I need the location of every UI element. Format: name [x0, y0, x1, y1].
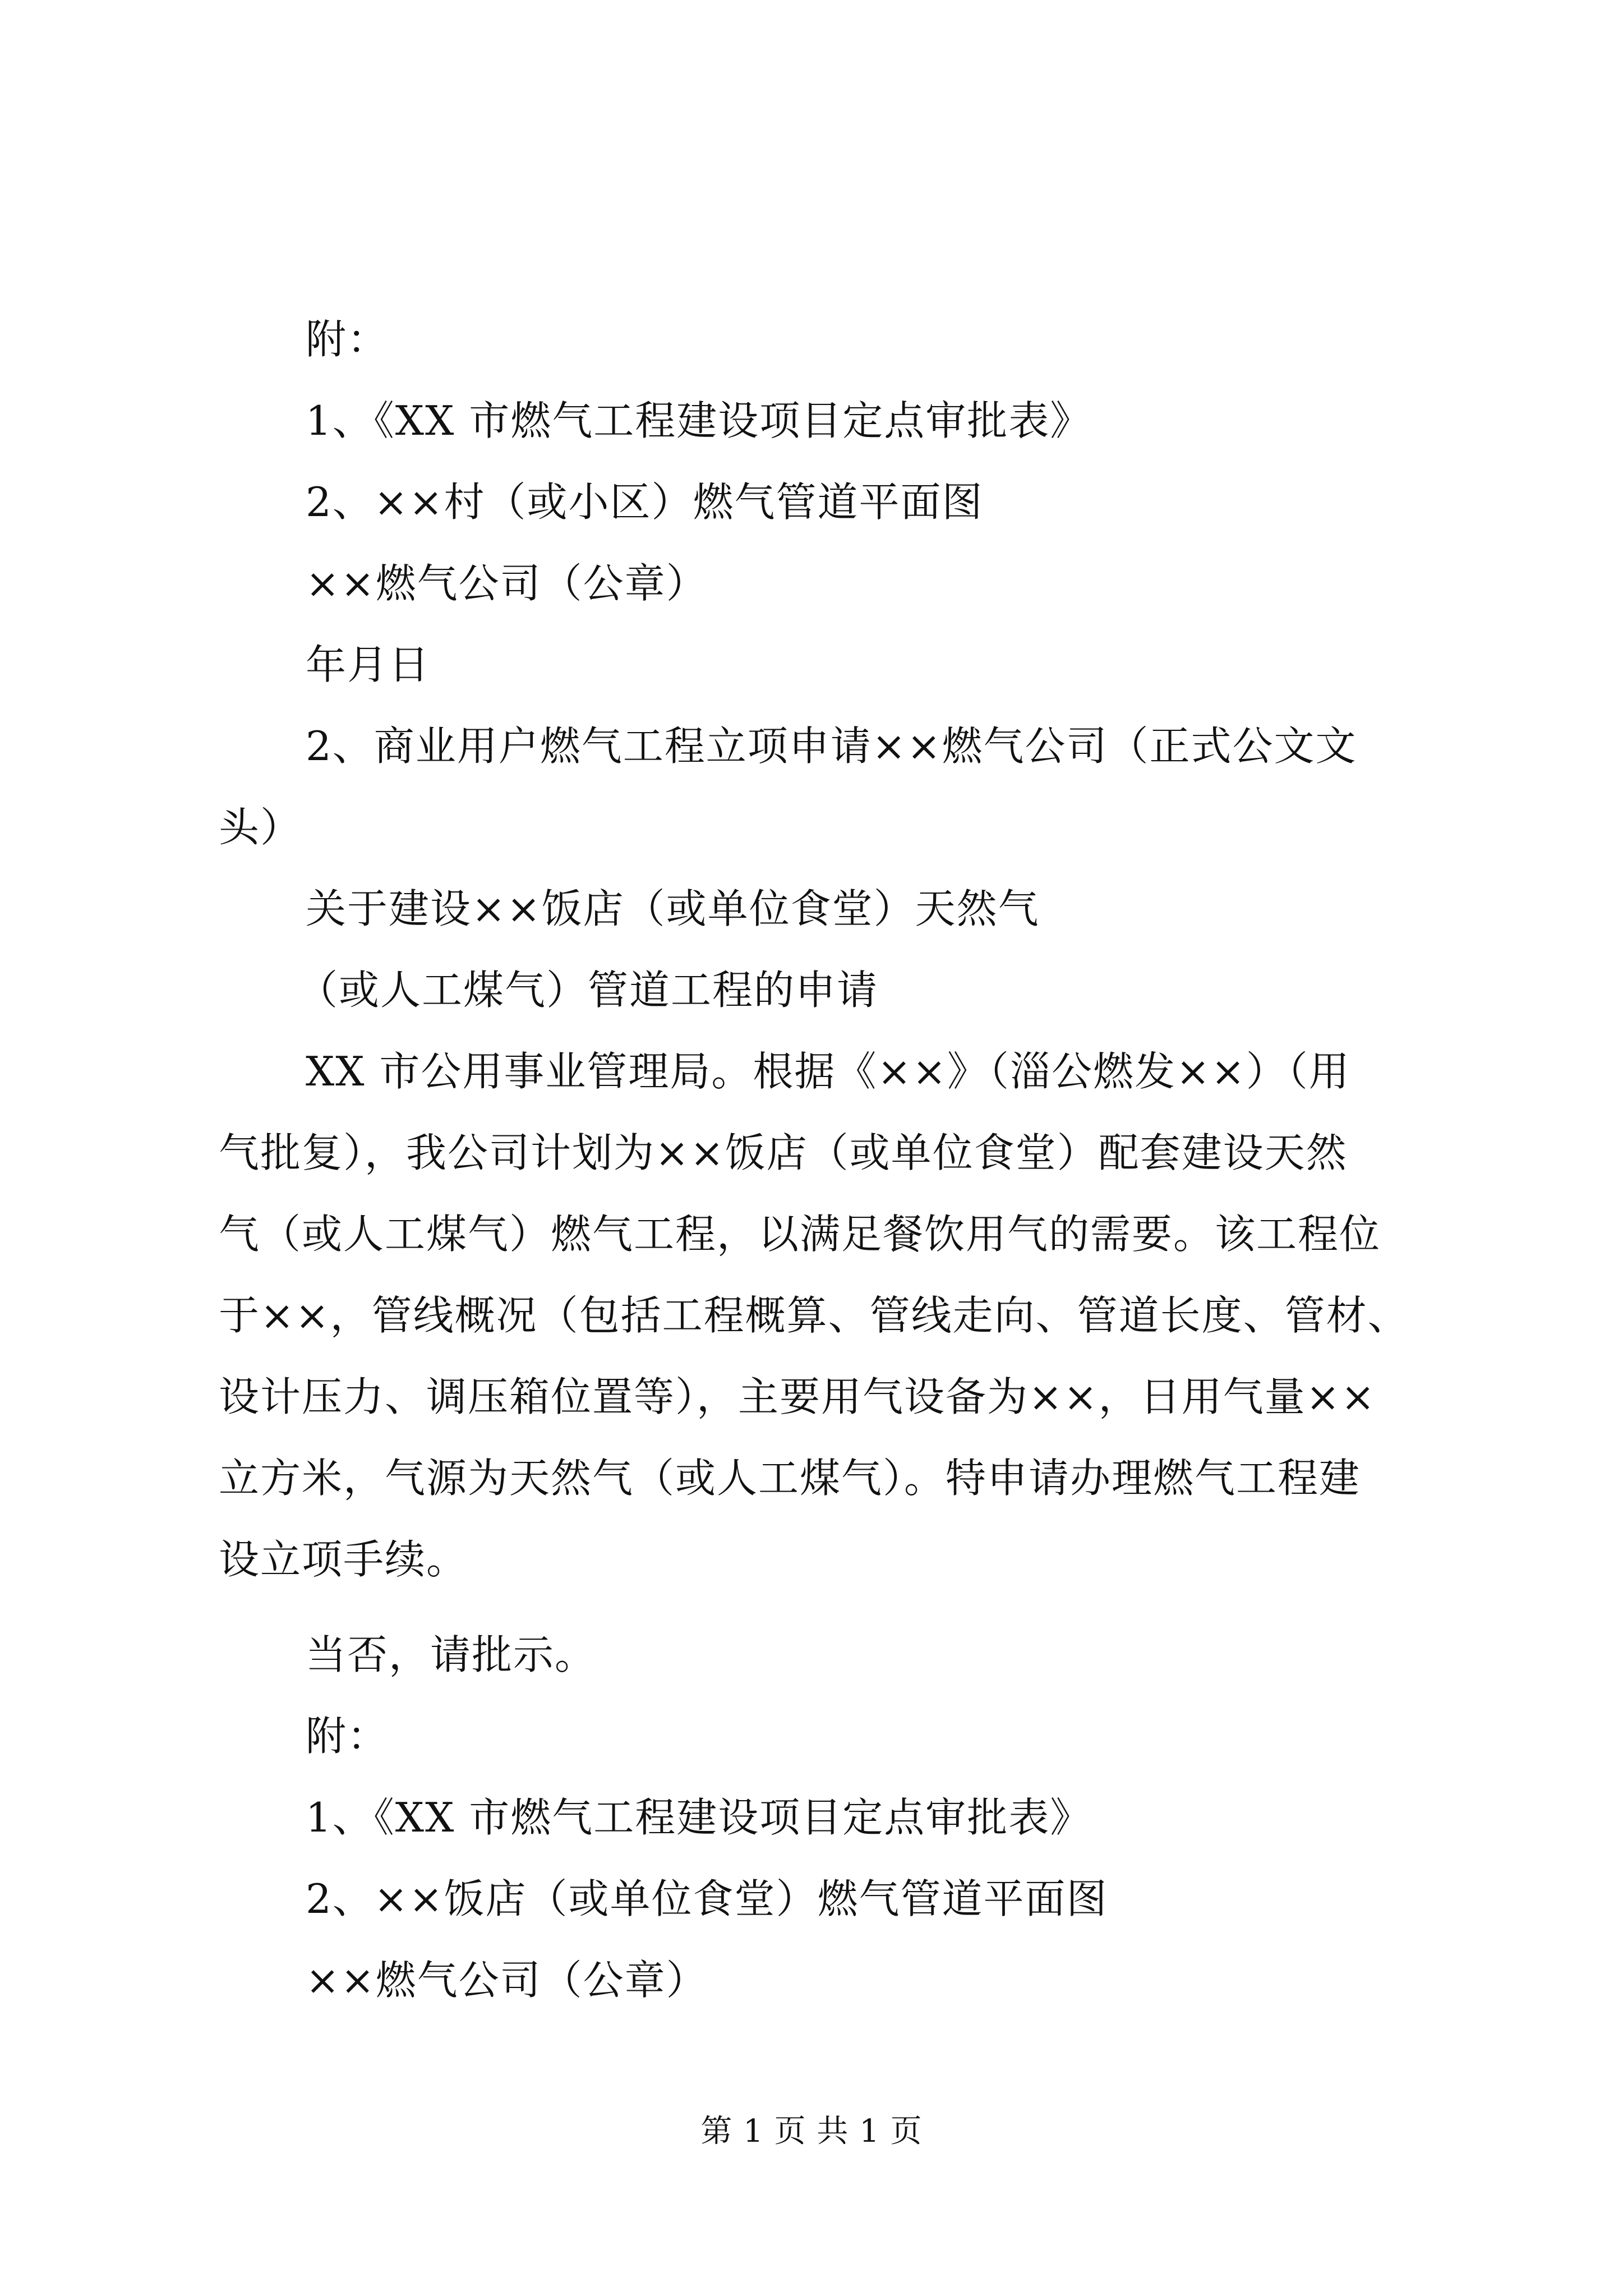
- body-paragraph-line-2: 气批复），我公司计划为××饭店（或单位食堂）配套建设天然: [219, 1129, 1348, 1176]
- body-paragraph-line-6: 立方米，气源为天然气（或人工煤气）。特申请办理燃气工程建: [219, 1455, 1361, 1502]
- attachment-heading-2: 附：: [306, 1713, 389, 1760]
- attachment-item-2-b: 2、××饭店（或单位食堂）燃气管道平面图: [306, 1875, 1108, 1922]
- attachment-heading: 附：: [306, 316, 389, 363]
- company-seal-line: ××燃气公司（公章）: [306, 560, 708, 607]
- application-title-line-1: 关于建设××饭店（或单位食堂）天然气: [306, 885, 1040, 932]
- attachment-item-2: 2、××村（或小区）燃气管道平面图: [306, 478, 984, 526]
- body-paragraph-line-5: 设计压力、调压箱位置等），主要用气设备为××，日用气量××: [219, 1373, 1376, 1420]
- body-paragraph-line-1: XX 市公用事业管理局。根据《××》（淄公燃发××）（用: [306, 1048, 1350, 1095]
- section-title-line: 2、商业用户燃气工程立项申请××燃气公司（正式公文文: [306, 723, 1357, 770]
- application-title-line-2: （或人工煤气）管道工程的申请: [297, 967, 879, 1014]
- body-paragraph-line-4: 于××，管线概况（包括工程概算、管线走向、管道长度、管材、: [219, 1292, 1409, 1339]
- date-line: 年月日: [306, 641, 431, 688]
- company-seal-line-2: ××燃气公司（公章）: [306, 1957, 708, 2004]
- attachment-item-1-b: 1、《XX 市燃气工程建设项目定点审批表》: [306, 1794, 1092, 1841]
- section-title-continuation: 头）: [219, 804, 302, 851]
- page-number-footer: 第 1 页 共 1 页: [700, 2113, 923, 2150]
- approval-request-line: 当否，请批示。: [306, 1631, 597, 1678]
- body-paragraph-line-7: 设立项手续。: [219, 1536, 468, 1583]
- attachment-item-1: 1、《XX 市燃气工程建设项目定点审批表》: [306, 397, 1092, 444]
- body-paragraph-line-3: 气（或人工煤气）燃气工程，以满足餐饮用气的需要。该工程位: [219, 1211, 1381, 1258]
